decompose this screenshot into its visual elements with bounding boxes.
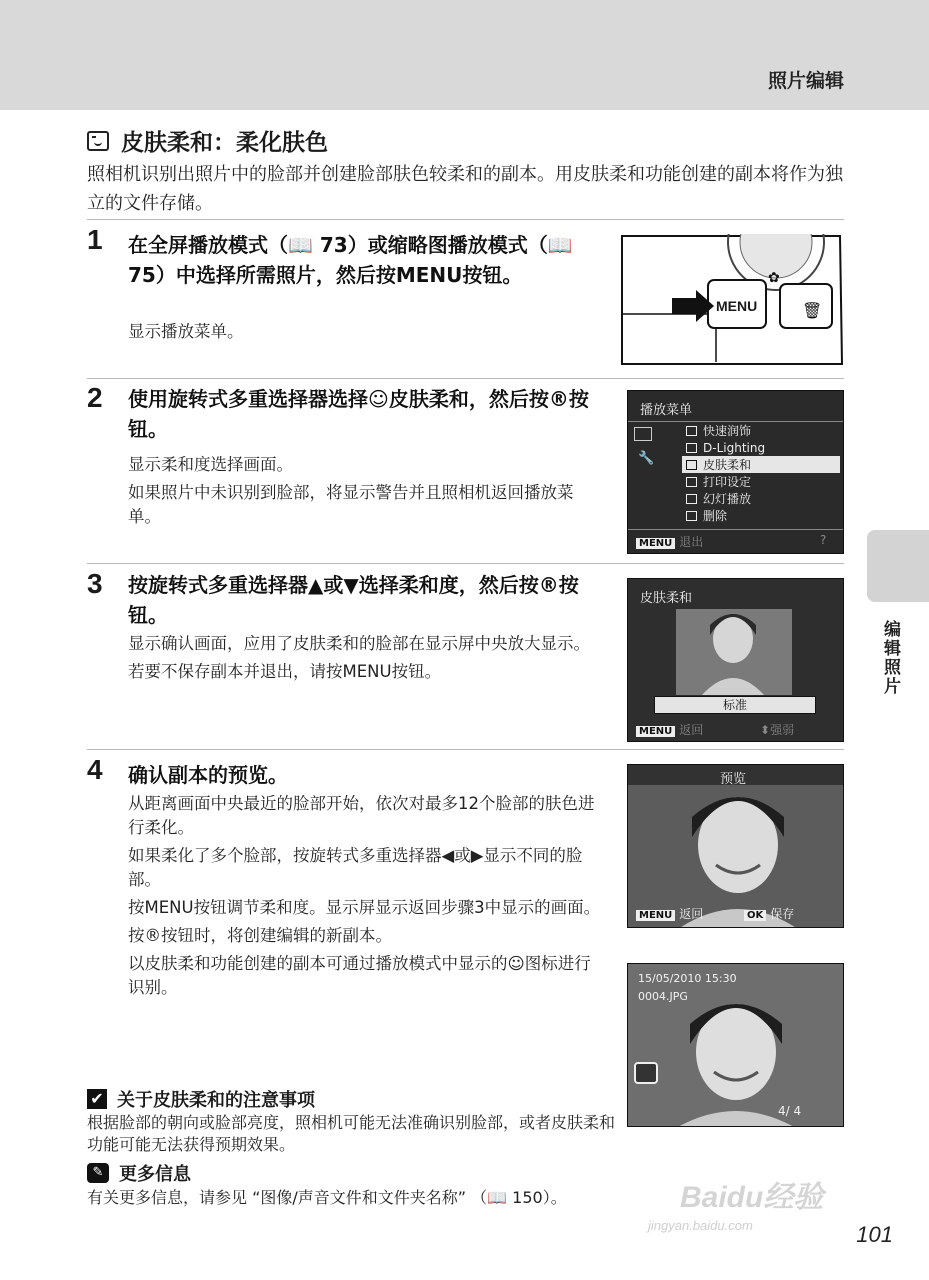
- step-1-body: [128, 320, 598, 348]
- setup-tab-icon: 🔧: [638, 451, 655, 466]
- divider: [87, 378, 844, 379]
- photo-counter: 4/ 4: [778, 1104, 802, 1118]
- page-title: 皮肤柔和：柔化肤色: [121, 130, 328, 156]
- preview-title: 预览: [720, 772, 747, 787]
- menu-screen-title: 播放菜单: [640, 403, 693, 418]
- menu-item: 删除: [682, 507, 840, 524]
- step-3-number: 3: [87, 568, 103, 599]
- step-2-heading: 使用旋转式多重选择器选择☺皮肤柔和，然后按®按钮。: [128, 387, 589, 441]
- soften-footer-right: ⬍强弱: [760, 723, 795, 737]
- photo-datetime: 15/05/2010 15:30: [638, 972, 737, 985]
- caution-heading: ✔ 关于皮肤柔和的注意事项: [87, 1086, 315, 1112]
- preview-footer-right: OK 保存: [744, 905, 794, 922]
- divider: [87, 563, 844, 564]
- step-3-line: 若要不保存副本并退出，请按MENU按钮。: [128, 662, 442, 681]
- menu-item: 幻灯播放: [682, 490, 840, 507]
- skin-softening-screen: [627, 578, 844, 742]
- step-4-number: 4: [87, 754, 103, 785]
- step-1-number: 1: [87, 224, 103, 255]
- more-info-heading: ✎ 更多信息: [87, 1160, 191, 1186]
- step-3-body: [128, 632, 598, 688]
- camera-illustration: [620, 234, 845, 369]
- step-4-heading: 确认副本的预览。: [128, 763, 288, 787]
- step-4-line: 以皮肤柔和功能创建的副本可通过播放模式中显示的☺图标进行识别。: [128, 954, 591, 997]
- skin-softening-icon: [87, 131, 109, 151]
- section-title: 照片编辑: [767, 70, 844, 92]
- preview-photo: [628, 765, 844, 928]
- step-2-line: 如果照片中未识别到脸部，将显示警告并且照相机返回播放菜单。: [128, 483, 574, 526]
- watermark-url: jingyan.baidu.com: [648, 1218, 753, 1233]
- photo-filename: 0004.JPG: [638, 990, 688, 1003]
- step-3-heading: 按旋转式多重选择器▲或▼选择柔和度，然后按®按钮。: [128, 573, 579, 627]
- playback-screen: [627, 963, 844, 1127]
- menu-item-selected: 皮肤柔和: [682, 456, 840, 473]
- watermark-logo: Baidu经验: [680, 1181, 824, 1214]
- info-icon: ✎: [87, 1163, 109, 1183]
- side-tab: [867, 530, 929, 602]
- step-4-body: [128, 792, 603, 1004]
- menu-item: 打印设定: [682, 473, 840, 490]
- step-4-line: 如果柔化了多个脸部，按旋转式多重选择器◀或▶显示不同的脸部。: [128, 846, 583, 889]
- step-2-body: [128, 453, 598, 533]
- step-2-number: 2: [87, 382, 103, 413]
- menu-button-label: MENU: [716, 298, 758, 314]
- play-tab-icon: [634, 427, 652, 441]
- face-thumbnail: [628, 579, 844, 742]
- step-4-line: 从距离画面中央最近的脸部开始，依次对最多12个脸部的肤色进行柔化。: [128, 794, 595, 837]
- svg-text:✿: ✿: [768, 270, 780, 286]
- menu-item: 快速润饰: [682, 422, 840, 439]
- menu-screen-footer: MENU 退出: [636, 533, 703, 550]
- step-1-line: 显示播放菜单。: [128, 322, 244, 341]
- side-tab-label: 编辑照片: [880, 620, 900, 696]
- step-4-line: 按®按钮时，将创建编辑的新副本。: [128, 926, 392, 945]
- check-icon: ✔: [87, 1089, 107, 1109]
- soften-footer-left: MENU 返回: [636, 721, 703, 738]
- header-band: [0, 0, 929, 110]
- divider: [87, 219, 844, 220]
- menu-item: D-Lighting: [682, 439, 840, 456]
- caution-body: 根据脸部的朝向或脸部亮度，照相机可能无法准确识别脸部，或者皮肤柔和功能可能无法获得预期效果。: [87, 1113, 616, 1154]
- page-heading: [87, 124, 328, 157]
- help-icon: ?: [820, 533, 827, 547]
- step-4-line: 按MENU按钮调节柔和度。显示屏显示返回步骤3中显示的画面。: [128, 898, 601, 917]
- intro-text: 照相机识别出照片中的脸部并创建脸部肤色较柔和的副本。用皮肤柔和功能创建的副本将作为独立的文件存储。: [87, 164, 843, 214]
- softness-level: 标准: [654, 696, 816, 714]
- playback-photo: [628, 964, 844, 1127]
- page-number: 101: [856, 1222, 893, 1247]
- soften-screen-title: 皮肤柔和: [640, 591, 693, 606]
- preview-footer-left: MENU 返回: [636, 905, 703, 922]
- more-info-body: 有关更多信息，请参见 “图像/声音文件和文件夹名称” （📖 150）。: [87, 1188, 567, 1207]
- svg-text:🗑: 🗑: [802, 301, 823, 320]
- step-3-line: 显示确认画面，应用了皮肤柔和的脸部在显示屏中央放大显示。: [128, 634, 590, 653]
- step-1-heading: 在全屏播放模式（📖 73）或缩略图播放模式（📖 75）中选择所需照片，然后按MENU按钮。: [128, 233, 573, 287]
- divider: [87, 749, 844, 750]
- step-2-line: 显示柔和度选择画面。: [128, 455, 293, 474]
- preview-screen: [627, 764, 844, 928]
- playback-menu-screen: [627, 390, 844, 554]
- skin-softened-badge-icon: [634, 1062, 658, 1084]
